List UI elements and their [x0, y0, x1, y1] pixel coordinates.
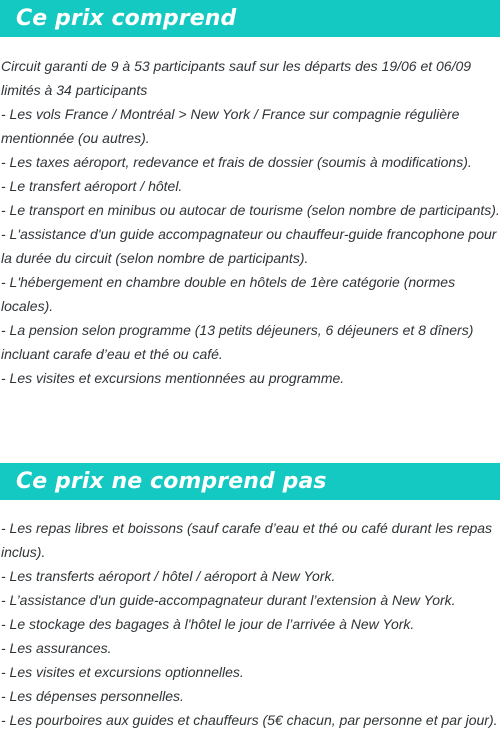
excluded-header: [0, 463, 500, 500]
included-item: - Le transport en minibus ou autocar de tourisme (selon nombre de participants).: [1, 202, 500, 218]
excluded-item: - Les repas libres et boissons (sauf carafe d’eau et thé ou café durant les repas inclus).: [1, 520, 493, 560]
included-item: Circuit garanti de 9 à 53 participants sauf sur les départs des 19/06 et 06/09 limités à 34 participants: [1, 58, 472, 98]
excluded-title: Ce prix ne comprend pas: [16, 469, 327, 494]
included-header: [0, 0, 500, 37]
excluded-item: - Les visites et excursions optionnelles.: [1, 664, 244, 680]
excluded-section: [0, 463, 500, 732]
excluded-item: - Les dépenses personnelles.: [1, 688, 184, 704]
included-item: - Les visites et excursions mentionnées au programme.: [1, 370, 345, 386]
excluded-item: - L’assistance d'un guide-accompagnateur durant l’extension à New York.: [1, 592, 456, 608]
included-item: - La pension selon programme (13 petits déjeuners, 6 déjeuners et 8 dîners) incluant carafe d’eau et thé ou café.: [1, 322, 474, 362]
included-item: - Le transfert aéroport / hôtel.: [1, 178, 183, 194]
included-item: - Les vols France / Montréal > New York / France sur compagnie régulière mentionnée (ou autres).: [1, 106, 460, 146]
included-item: - L'assistance d'un guide accompagnateur ou chauffeur-guide francophone pour la durée du circuit (selon nombre de participants).: [1, 226, 497, 266]
excluded-item: - Les pourboires aux guides et chauffeurs (5€ chacun, par personne et par jour).: [1, 712, 498, 728]
included-item: - Les taxes aéroport, redevance et frais de dossier (soumis à modifications).: [1, 154, 472, 170]
included-item: - L'hébergement en chambre double en hôtels de 1ère catégorie (normes locales).: [1, 274, 456, 314]
excluded-item: - Le stockage des bagages à l'hôtel le jour de l’arrivée à New York.: [1, 616, 415, 632]
included-title: Ce prix comprend: [16, 6, 237, 31]
excluded-item: - Les transferts aéroport / hôtel / aéroport à New York.: [1, 568, 336, 584]
excluded-item: - Les assurances.: [1, 640, 112, 656]
excluded-list: [0, 516, 500, 732]
included-list: [0, 54, 500, 390]
